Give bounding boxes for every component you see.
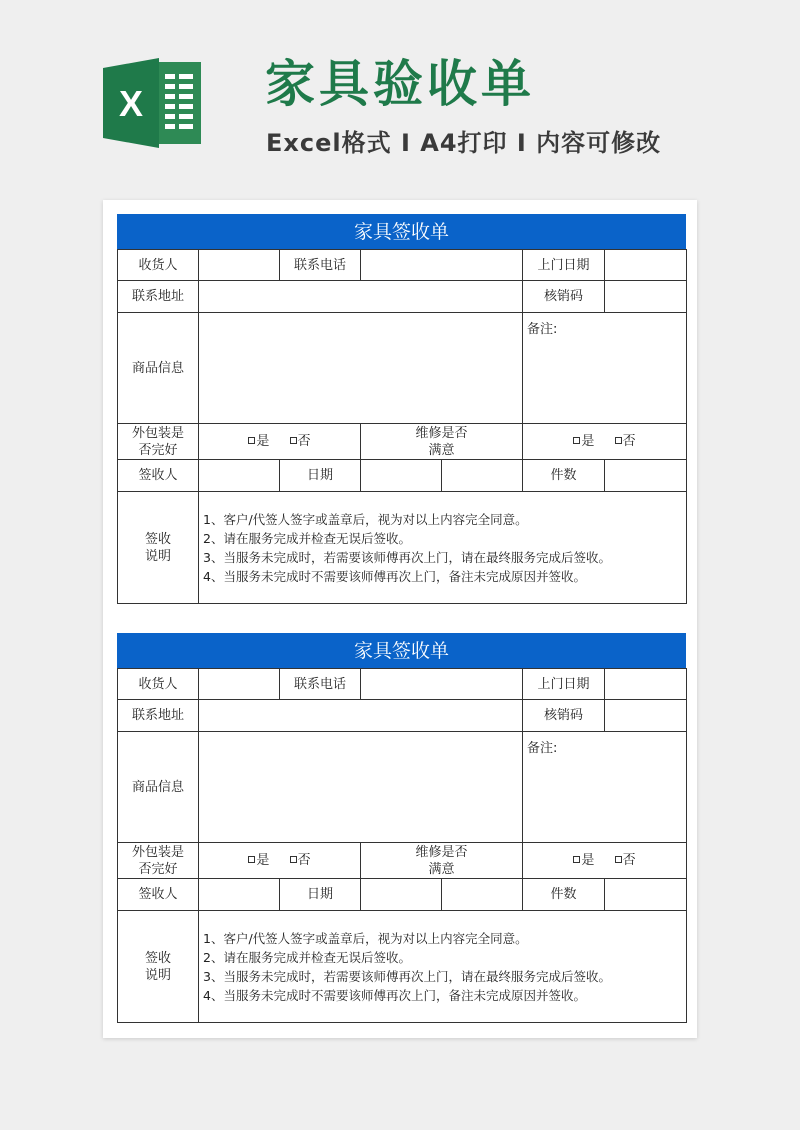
checkbox-icon: [573, 856, 580, 863]
repair-label: 维修是否 满意: [361, 424, 523, 460]
verify-code-label: 核销码: [523, 281, 605, 313]
address-label: 联系地址: [118, 700, 199, 732]
checkbox-icon: [615, 856, 622, 863]
receiver-value-cell[interactable]: [199, 250, 280, 281]
package-yes-checkbox[interactable]: 是: [248, 433, 269, 450]
address-value-cell[interactable]: [199, 281, 523, 313]
count-value-cell[interactable]: [605, 460, 687, 492]
receipt-table: [117, 249, 687, 604]
signer-value-cell[interactable]: [199, 879, 280, 911]
date-value-cell-b[interactable]: [442, 460, 523, 492]
page-header: [0, 0, 800, 200]
date-value-cell-a[interactable]: [361, 879, 442, 911]
instruction-line: 1、客户/代签人签字或盖章后，视为对以上内容完全同意。: [203, 511, 528, 527]
receiver-value-cell[interactable]: [199, 669, 280, 700]
repair-label: 维修是否 满意: [361, 843, 523, 879]
remark-label: 备注:: [527, 741, 558, 756]
receipt-form-1: [117, 214, 686, 604]
visit-date-value-cell[interactable]: [605, 669, 687, 700]
receipt-form-2: [117, 633, 686, 1023]
package-options: [199, 843, 361, 879]
remark-label: 备注:: [527, 322, 558, 337]
package-yes-checkbox[interactable]: 是: [248, 852, 269, 869]
instruction-line: 1、客户/代签人签字或盖章后，视为对以上内容完全同意。: [203, 930, 528, 946]
goods-info-label: 商品信息: [118, 732, 199, 843]
repair-options: [523, 424, 687, 460]
repair-yes-checkbox[interactable]: 是: [573, 852, 594, 869]
signer-label: 签收人: [118, 879, 199, 911]
verify-code-value-cell[interactable]: [605, 700, 687, 732]
visit-date-label: 上门日期: [523, 250, 605, 281]
form-title: 家具签收单: [117, 214, 686, 249]
page-title: 家具验收单: [265, 55, 535, 113]
phone-value-cell[interactable]: [361, 250, 523, 281]
package-label: 外包装是 否完好: [118, 843, 199, 879]
remark-cell[interactable]: [523, 732, 687, 843]
instructions-label: 签收 说明: [118, 492, 199, 604]
repair-no-checkbox[interactable]: 否: [615, 852, 636, 869]
repair-no-checkbox[interactable]: 否: [615, 433, 636, 450]
verify-code-label: 核销码: [523, 700, 605, 732]
visit-date-label: 上门日期: [523, 669, 605, 700]
repair-yes-checkbox[interactable]: 是: [573, 433, 594, 450]
goods-info-value-cell[interactable]: [199, 313, 523, 424]
goods-info-value-cell[interactable]: [199, 732, 523, 843]
checkbox-icon: [248, 856, 255, 863]
count-label: 件数: [523, 879, 605, 911]
phone-label: 联系电话: [280, 250, 361, 281]
goods-info-label: 商品信息: [118, 313, 199, 424]
count-label: 件数: [523, 460, 605, 492]
date-value-cell-a[interactable]: [361, 460, 442, 492]
count-value-cell[interactable]: [605, 879, 687, 911]
instructions-text: [199, 492, 687, 604]
address-value-cell[interactable]: [199, 700, 523, 732]
receiver-label: 收货人: [118, 669, 199, 700]
verify-code-value-cell[interactable]: [605, 281, 687, 313]
phone-value-cell[interactable]: [361, 669, 523, 700]
visit-date-value-cell[interactable]: [605, 250, 687, 281]
page-subtitle: Excel格式 I A4打印 I 内容可修改: [266, 129, 662, 157]
checkbox-icon: [615, 437, 622, 444]
package-no-checkbox[interactable]: 否: [290, 433, 311, 450]
checkbox-icon: [290, 856, 297, 863]
date-label: 日期: [280, 879, 361, 911]
package-label: 外包装是 否完好: [118, 424, 199, 460]
checkbox-icon: [573, 437, 580, 444]
receiver-label: 收货人: [118, 250, 199, 281]
excel-logo-icon: [103, 58, 205, 148]
remark-cell[interactable]: [523, 313, 687, 424]
instructions-label: 签收 说明: [118, 911, 199, 1023]
form-title: 家具签收单: [117, 633, 686, 668]
checkbox-icon: [290, 437, 297, 444]
phone-label: 联系电话: [280, 669, 361, 700]
logo-letter: X: [118, 83, 144, 124]
document-paper: [103, 200, 697, 1038]
package-options: [199, 424, 361, 460]
signer-label: 签收人: [118, 460, 199, 492]
receipt-table: [117, 668, 687, 1023]
instruction-line: 4、当服务未完成时不需要该师傅再次上门，备注未完成原因并签收。: [203, 987, 586, 1003]
instruction-line: 4、当服务未完成时不需要该师傅再次上门，备注未完成原因并签收。: [203, 568, 586, 584]
date-value-cell-b[interactable]: [442, 879, 523, 911]
address-label: 联系地址: [118, 281, 199, 313]
date-label: 日期: [280, 460, 361, 492]
instruction-line: 2、请在服务完成并检查无误后签收。: [203, 530, 411, 546]
signer-value-cell[interactable]: [199, 460, 280, 492]
instruction-line: 2、请在服务完成并检查无误后签收。: [203, 949, 411, 965]
checkbox-icon: [248, 437, 255, 444]
repair-options: [523, 843, 687, 879]
instruction-line: 3、当服务未完成时，若需要该师傅再次上门，请在最终服务完成后签收。: [203, 549, 611, 565]
instruction-line: 3、当服务未完成时，若需要该师傅再次上门，请在最终服务完成后签收。: [203, 968, 611, 984]
instructions-text: [199, 911, 687, 1023]
package-no-checkbox[interactable]: 否: [290, 852, 311, 869]
